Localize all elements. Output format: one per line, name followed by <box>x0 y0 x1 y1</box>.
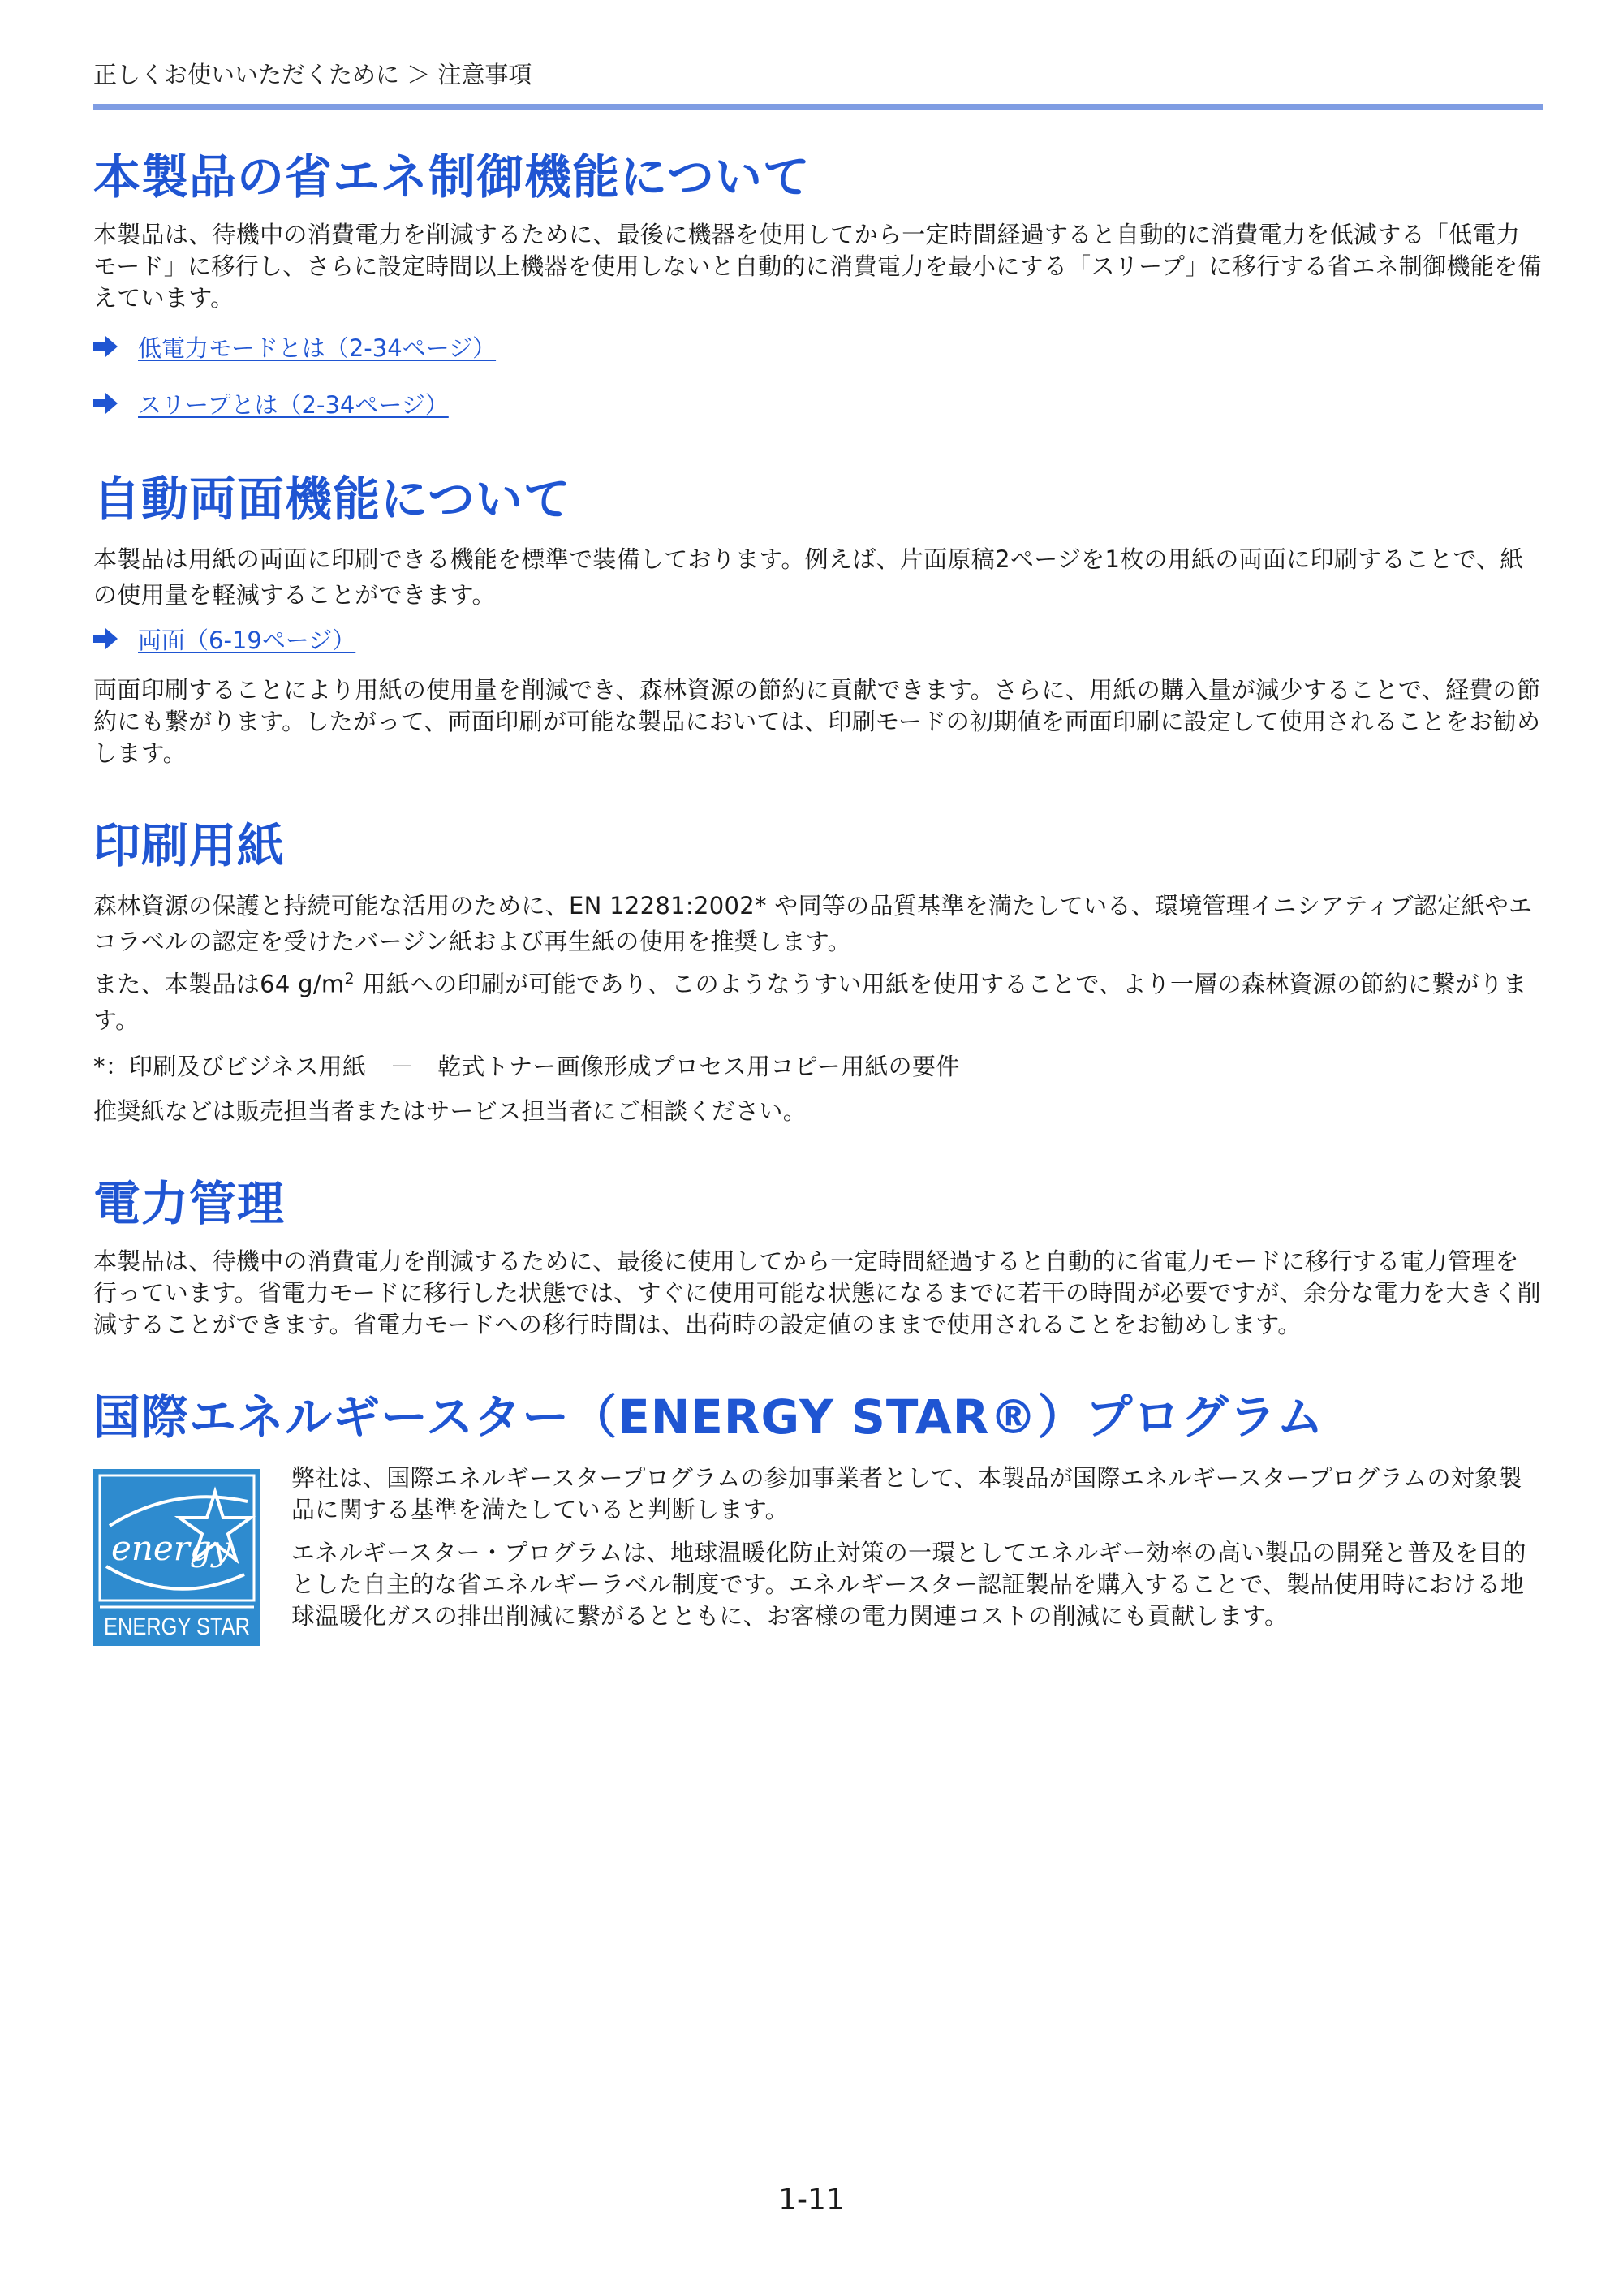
paragraph: 本製品は、待機中の消費電力を削減するために、最後に使用してから一定時間経過すると自動的に省電力モードに移行する電力管理を行っています。省電力モードに移行した状態では、すぐに使用可能な状態になるまでに若干の時間が必要ですが、余分な電力を大きく削減することができます。省電力モードへの移行時間は、出荷時の設定値のままで使用されることをお勧めします。 <box>93 1247 1541 1338</box>
energy-star-row <box>93 1462 1543 1646</box>
paragraph <box>93 961 1543 1038</box>
section-title: 印刷用紙 <box>93 818 286 873</box>
section-paper <box>93 813 1543 1127</box>
link-low-power-mode[interactable]: 低電力モードとは（2-34ページ） <box>138 334 497 362</box>
paragraph: 両面印刷することにより用紙の使用量を削減でき、森林資源の節約に貢献できます。さらに、用紙の購入量が減少することで、経費の節約にも繋がります。したがって、両面印刷が可能な製品においては、印刷モードの初期値を両面印刷に設定して使用されることをお勧めします。 <box>93 676 1541 767</box>
section-title: 国際エネルギースター（ENERGY STAR®）プログラム <box>93 1389 1324 1445</box>
paragraph: 弊社は、国際エネルギースタープログラムの参加事業者として、本製品が国際エネルギースタープログラムの対象製品に関する基準を満たしていると判断します。 <box>291 1463 1522 1523</box>
link-row <box>93 330 1543 363</box>
header-rule <box>93 104 1543 110</box>
section-energy-star <box>93 1385 1543 1646</box>
section-title: 自動両面機能について <box>93 472 571 527</box>
energy-star-logo <box>93 1469 260 1646</box>
link-sleep[interactable]: スリープとは（2-34ページ） <box>138 390 449 419</box>
breadcrumb: 正しくお使いいただくために ＞ 注意事項 <box>93 61 532 88</box>
logo-label: ENERGY STAR <box>104 1613 250 1640</box>
paragraph: エネルギースター・プログラムは、地球温暖化防止対策の一環としてエネルギー効率の高い製品の開発と普及を目的とした自主的な省エネルギーラベル制度です。エネルギースター認証製品を購入することで、製品使用時における地球温暖化ガスの排出削減に繋がるとともに、お客様の電力関連コストの削減にも貢献します。 <box>291 1538 1526 1630</box>
text-run: また、本製品は64 g/m <box>93 970 345 998</box>
section-title: 本製品の省エネ制御機能について <box>93 149 811 205</box>
page-number: 1-11 <box>778 2183 845 2216</box>
paragraph: 推奨紙などは販売担当者またはサービス担当者にご相談ください。 <box>93 1096 807 1125</box>
arrow-right-icon <box>93 628 118 649</box>
section-duplex <box>93 467 1543 769</box>
section-eco-control <box>93 144 1543 420</box>
logo-script: energy <box>111 1527 231 1568</box>
link-row <box>93 622 1543 655</box>
arrow-right-icon <box>93 393 118 414</box>
superscript: 2 <box>344 970 355 988</box>
footnote: *：印刷及びビジネス用紙 － 乾式トナー画像形成プロセス用コピー用紙の要件 <box>93 1052 960 1080</box>
energy-star-text <box>291 1462 1543 1646</box>
section-power-management <box>93 1171 1543 1341</box>
page-content <box>93 144 1543 1646</box>
section-title: 電力管理 <box>93 1175 286 1231</box>
text-run: 用紙への印刷が可能であり、このようなうすい用紙を使用することで、より一層の森林資源の節約に繋がります。 <box>93 970 1527 1034</box>
paragraph: 本製品は用紙の両面に印刷できる機能を標準で装備しております。例えば、片面原稿2ページを1枚の用紙の両面に印刷することで、紙の使用量を軽減することができます。 <box>93 545 1524 609</box>
link-row <box>93 387 1543 420</box>
link-duplex[interactable]: 両面（6-19ページ） <box>138 626 356 654</box>
arrow-right-icon <box>93 336 118 357</box>
paragraph: 森林資源の保護と持続可能な活用のために、EN 12281:2002* や同等の品質基準を満たしている、環境管理イニシアティブ認定紙やエコラベルの認定を受けたバージン紙および再生紙の使用を推奨します。 <box>93 892 1533 955</box>
paragraph: 本製品は、待機中の消費電力を削減するために、最後に機器を使用してから一定時間経過すると自動的に消費電力を低減する「低電力モード」に移行し、さらに設定時間以上機器を使用しないと自動的に消費電力を最小にする「スリープ」に移行する省エネ制御機能を備えています。 <box>93 221 1542 312</box>
